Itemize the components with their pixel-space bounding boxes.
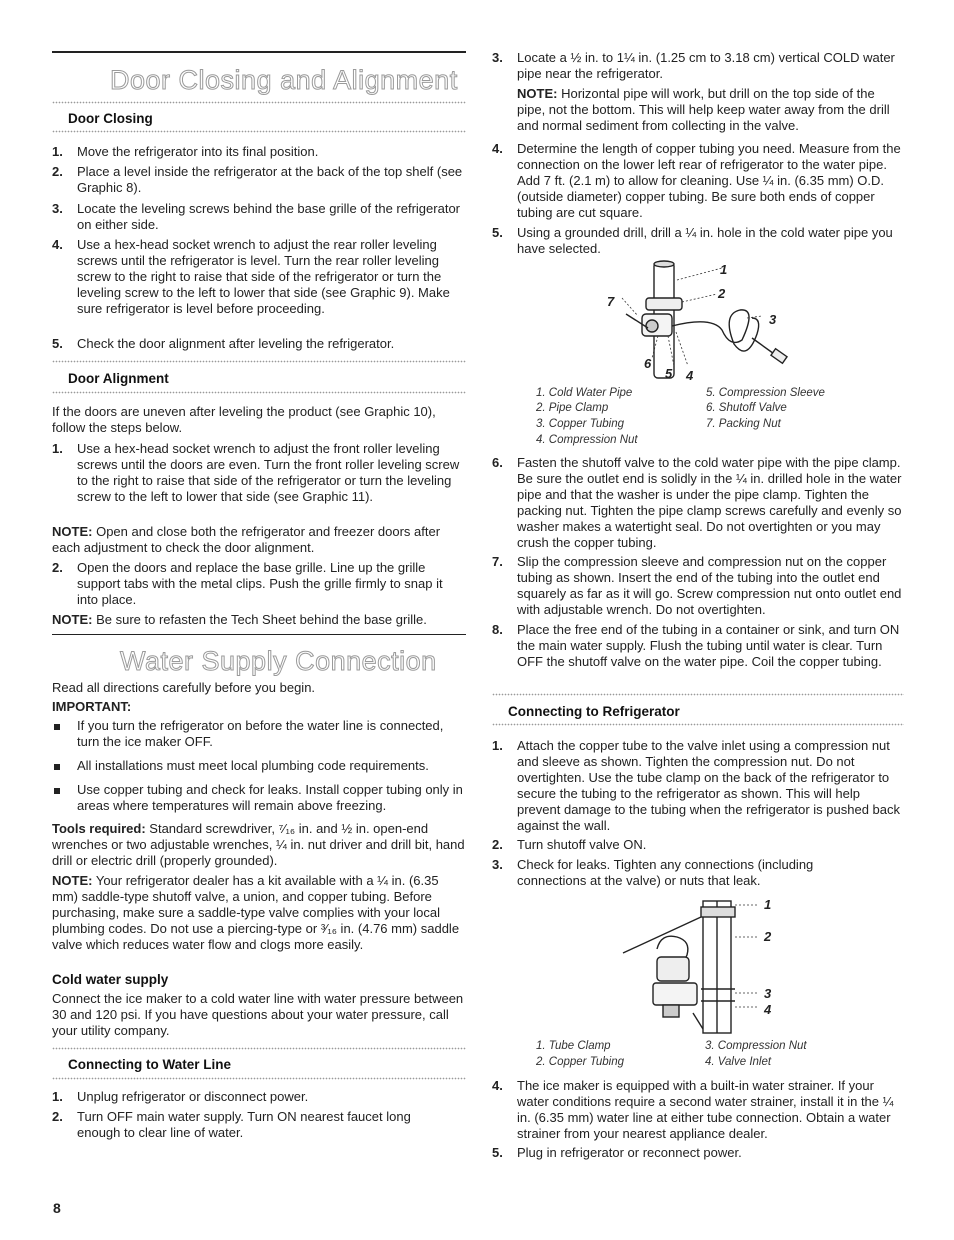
figure-2-callout-4: 4	[764, 1002, 772, 1017]
note-label: NOTE:	[52, 524, 93, 539]
water-line-step-7: Slip the compression sleeve and compression nut on the copper tubing as shown. Insert the end of the tubing into the outlet end squarely as far as it will go. Screw compression nut onto outlet end with adjustable wrench. Do not overtighten.	[517, 554, 902, 617]
refrigerator-step-4: The ice maker is equipped with a built-in water strainer. If your water conditions require a second water strainer, install it in the ¼ in. (6.35 mm) water line at either tube connection. Obtain a water strainer from your nearest appliance dealer.	[517, 1078, 894, 1141]
bullet	[54, 764, 60, 770]
step-number: 4.	[52, 237, 63, 252]
cold-water-heading: Cold water supply	[52, 972, 169, 987]
step-number: 5.	[52, 336, 63, 351]
water-line-step-3: Locate a ½ in. to 1¼ in. (1.25 cm to 3.18 cm) vertical COLD water pipe near the refrigerator.	[517, 50, 895, 81]
figure-1-callout-7: 7	[607, 294, 615, 309]
step-number: 3.	[492, 857, 503, 872]
figure-1-legend-3: 3. Copper Tubing	[536, 418, 625, 430]
dotted-rule	[52, 391, 466, 394]
figure-1-callout-2: 2	[718, 286, 726, 301]
valve-inlet-illustration	[617, 893, 777, 1036]
step-number: 8.	[492, 622, 503, 637]
dotted-rule	[52, 360, 466, 363]
door-closing-alignment-title: Door Closing and Alignment	[110, 65, 458, 95]
step-number: 1.	[52, 441, 63, 456]
figure-1-legend-5: 5. Compression Sleeve	[706, 387, 825, 399]
figure-1-legend-2: 2. Pipe Clamp	[536, 402, 609, 414]
water-line-step-6: Fasten the shutoff valve to the cold water pipe with the pipe clamp. Be sure the outlet end is solidly in the ¼ in. drilled hole in the water pipe and that the washer is under the pipe clamp. Tighten the packing nut. Tighten the pipe clamp screws carefully and evenly so washer makes a watertight seal. Do not overtighten or you may crush the copper tubing.	[517, 455, 902, 550]
step-number: 2.	[52, 1109, 63, 1124]
door-alignment-note-1	[52, 524, 462, 556]
step-number: 3.	[52, 201, 63, 216]
note-label: NOTE:	[52, 612, 93, 627]
refrigerator-step-2: Turn shutoff valve ON.	[517, 837, 647, 852]
door-closing-step-2: Place a level inside the refrigerator at the back of the top shelf (see Graphic 8).	[77, 164, 463, 195]
figure-1-callout-5: 5	[665, 366, 673, 381]
water-supply-intro: Read all directions carefully before you begin.	[52, 680, 316, 695]
step-number: 2.	[52, 560, 63, 575]
note-label: NOTE:	[52, 873, 93, 888]
bullet	[54, 788, 60, 794]
page-number: 8	[53, 1200, 61, 1216]
water-line-step-1: Unplug refrigerator or disconnect power.	[77, 1089, 309, 1104]
door-closing-step-5: Check the door alignment after leveling the refrigerator.	[77, 336, 395, 351]
figure-1-legend-4: 4. Compression Nut	[536, 434, 638, 446]
door-closing-heading: Door Closing	[68, 111, 153, 126]
figure-2-legend-3: 3. Compression Nut	[705, 1040, 807, 1052]
door-alignment-heading: Door Alignment	[68, 371, 169, 386]
step-number: 1.	[492, 738, 503, 753]
figure-2-callout-3: 3	[764, 986, 772, 1001]
step-number: 3.	[492, 50, 503, 65]
figure-1-callout-1: 1	[720, 262, 728, 277]
step-number: 2.	[492, 837, 503, 852]
tools-text: Standard screwdriver, ⁷⁄₁₆ in. and ½ in. open-end wrenches or two adjustable wrenches, ¼ in. nut driver and drill bit, hand drill or electric drill (properly grounded).	[52, 821, 465, 868]
dotted-rule	[52, 1077, 466, 1080]
step-number: 5.	[492, 1145, 503, 1160]
refrigerator-step-5: Plug in refrigerator or reconnect power.	[517, 1145, 742, 1160]
important-bullet-2: All installations must meet local plumbing code requirements.	[77, 758, 429, 773]
step-number: 6.	[492, 455, 503, 470]
water-line-step-2: Turn OFF main water supply. Turn ON nearest faucet long enough to clear line of water.	[77, 1109, 411, 1140]
dotted-rule	[52, 101, 466, 104]
dotted-rule	[492, 693, 904, 696]
figure-2-callout-1: 1	[764, 897, 772, 912]
water-line-note	[517, 86, 904, 134]
important-bullet-3: Use copper tubing and check for leaks. Install copper tubing only in areas where temperatures will remain above freezing.	[77, 782, 463, 813]
refrigerator-step-1: Attach the copper tube to the valve inlet using a compression nut and sleeve as shown. Tighten the compression nut. Do not overtighten. Use the tube clamp on the back of the refrigerator to secure the tubing to the refrigerator as shown. This will help prevent damage to the tubing when the refrigerator is pushed back against the wall.	[517, 738, 901, 833]
figure-1-callout-3: 3	[769, 312, 777, 327]
water-line-step-8: Place the free end of the tubing in a container or sink, and turn ON the main water supply. Flush the tubing until water is clear. Turn OFF the shutoff valve on the water pipe. Coil the copper tubing.	[517, 622, 900, 669]
water-supply-title: Water Supply Connection	[120, 646, 437, 676]
step-number: 4.	[492, 141, 503, 156]
step-number: 5.	[492, 225, 503, 240]
section-rule	[52, 634, 466, 635]
note-text: Horizontal pipe will work, but drill on the top side of the pipe, not the bottom. This will help keep water away from the drill and normal sediment from collecting in the valve.	[517, 86, 890, 133]
connecting-refrigerator-heading: Connecting to Refrigerator	[508, 704, 680, 719]
figure-1-legend-6: 6. Shutoff Valve	[706, 402, 787, 414]
figure-2-legend-4: 4. Valve Inlet	[705, 1056, 772, 1068]
tools-required	[52, 821, 466, 869]
water-supply-note	[52, 873, 466, 953]
door-closing-step-3: Locate the leveling screws behind the base grille of the refrigerator on either side.	[77, 201, 460, 232]
door-alignment-note-2	[52, 612, 466, 628]
figure-2-legend-2: 2. Copper Tubing	[536, 1056, 625, 1068]
step-number: 4.	[492, 1078, 503, 1093]
figure-2-legend-1: 1. Tube Clamp	[536, 1040, 611, 1052]
step-number: 7.	[492, 554, 503, 569]
important-bullet-1: If you turn the refrigerator on before the water line is connected, turn the ice maker OFF.	[77, 718, 444, 749]
cold-water-text: Connect the ice maker to a cold water line with water pressure between 30 and 120 psi. If you have questions about your water pressure, call your utility company.	[52, 991, 464, 1038]
door-alignment-intro: If the doors are uneven after leveling the product (see Graphic 10), follow the steps below.	[52, 404, 436, 435]
important-label: IMPORTANT:	[52, 699, 132, 714]
figure-1-legend-7: 7. Packing Nut	[706, 418, 781, 430]
note-text: Open and close both the refrigerator and freezer doors after each adjustment to check the door alignment.	[52, 524, 441, 555]
step-number: 1.	[52, 144, 63, 159]
note-label: NOTE:	[517, 86, 558, 101]
bullet	[54, 724, 60, 730]
door-closing-step-1: Move the refrigerator into its final position.	[77, 144, 319, 159]
step-number: 1.	[52, 1089, 63, 1104]
figure-1-callout-6: 6	[644, 356, 652, 371]
section-rule	[52, 51, 466, 53]
door-alignment-step-1: Use a hex-head socket wrench to adjust the front roller leveling screws until the doors are even. Turn the front roller leveling screw to the right to raise that side of the refrigerator or turn the leveling screw to the left to lower that side (see Graphic 11).	[77, 441, 460, 504]
dotted-rule	[52, 130, 466, 133]
door-alignment-step-2: Open the doors and replace the base grille. Line up the grille support tabs with the metal clips. Push the grille firmly to snap it into place.	[77, 560, 443, 607]
figure-2-callout-2: 2	[764, 929, 772, 944]
note-text: Your refrigerator dealer has a kit available with a ¼ in. (6.35 mm) saddle-type shutoff valve, a union, and copper tubing. Before purchasing, make sure a saddle-type valve complies with your local plumbing codes. Do not use a piercing-type or ³⁄₁₆ in. (4.76 mm) saddle valve which reduces water flow and clogs more easily.	[52, 873, 460, 952]
step-number: 2.	[52, 164, 63, 179]
water-line-step-4: Determine the length of copper tubing you need. Measure from the connection on the lower left rear of refrigerator to the water pipe. Add 7 ft. (2.1 m) to allow for cleaning. Use ¼ in. (6.35 mm) O.D. (outside diameter) copper tubing. Be sure both ends of copper tubing are cut square.	[517, 141, 901, 220]
note-text: Be sure to refasten the Tech Sheet behind the base grille.	[96, 612, 427, 627]
tools-label: Tools required:	[52, 821, 146, 836]
figure-1-callout-4: 4	[686, 368, 694, 383]
connecting-water-line-heading: Connecting to Water Line	[68, 1057, 231, 1072]
dotted-rule	[52, 1047, 466, 1050]
figure-1-legend-1: 1. Cold Water Pipe	[536, 387, 633, 399]
water-line-step-5: Using a grounded drill, drill a ¼ in. hole in the cold water pipe you have selected.	[517, 225, 893, 256]
refrigerator-step-3: Check for leaks. Tighten any connections (including connections at the valve) or nuts that leak.	[517, 857, 814, 888]
door-closing-step-4: Use a hex-head socket wrench to adjust the rear roller leveling screws until the refrigerator is level. Turn the rear roller leveling screw to the right to raise that side of the refrigerator or turn the leveling screw to the left to lower that side (see Graphic 9). Make sure refrigerator is level before proceeding.	[77, 237, 450, 316]
dotted-rule	[492, 723, 904, 726]
